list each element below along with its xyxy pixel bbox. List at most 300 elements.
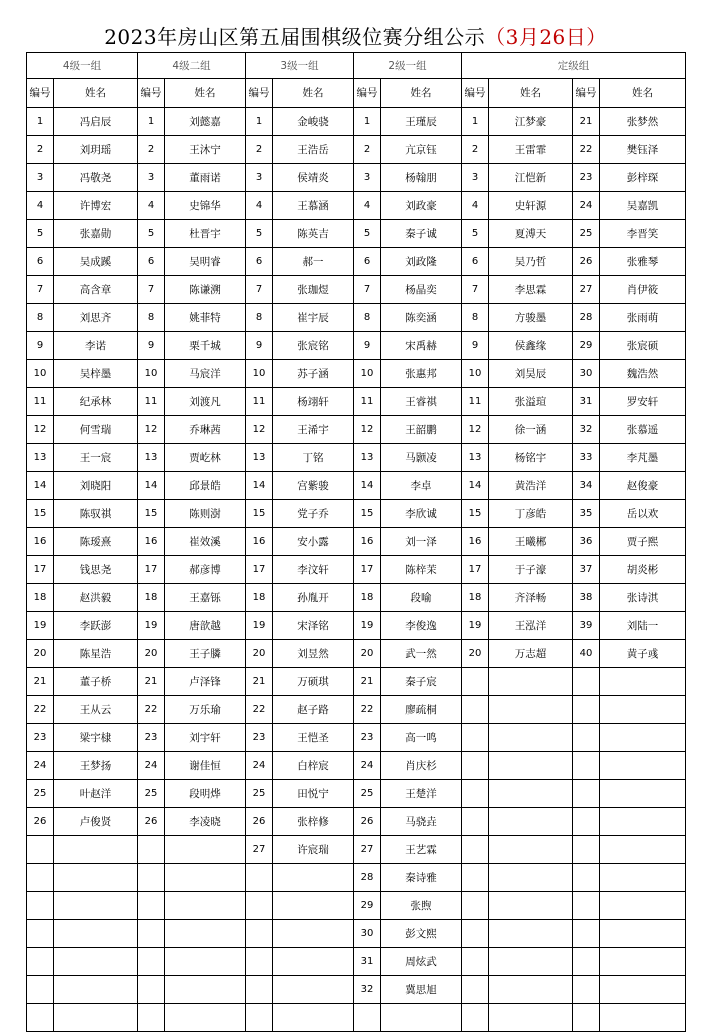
player-number [462,752,489,780]
player-number: 13 [462,444,489,472]
player-number: 16 [354,528,381,556]
table-row [27,612,686,640]
header-number: 编号 [573,79,600,108]
header-number: 编号 [462,79,489,108]
player-name: 李思霖 [489,276,573,304]
player-name: 秦诗雅 [381,864,462,892]
player-name: 马骁垚 [381,808,462,836]
player-number: 26 [573,248,600,276]
player-number: 4 [246,192,273,220]
table-row [27,276,686,304]
table-row [27,416,686,444]
player-number: 9 [462,332,489,360]
player-number: 2 [462,136,489,164]
player-number: 11 [354,388,381,416]
player-name [165,976,246,1004]
player-number: 6 [27,248,54,276]
player-number: 4 [27,192,54,220]
player-number: 25 [354,780,381,808]
player-number [27,976,54,1004]
player-name: 杨晶奕 [381,276,462,304]
player-number: 15 [354,500,381,528]
player-name: 杨铭宇 [489,444,573,472]
player-name: 王沐宁 [165,136,246,164]
player-number: 20 [462,640,489,668]
player-name [600,864,686,892]
player-number: 5 [138,220,165,248]
player-number [138,836,165,864]
header-name: 姓名 [600,79,686,108]
player-name: 陈则澍 [165,500,246,528]
player-name: 万志超 [489,640,573,668]
player-name [600,892,686,920]
player-number: 10 [354,360,381,388]
player-number [27,864,54,892]
player-number [573,780,600,808]
player-number: 5 [27,220,54,248]
player-name [600,780,686,808]
title-main: 2023年房山区第五届围棋级位赛分组公示 [104,25,486,49]
player-number [462,836,489,864]
table-row [27,304,686,332]
player-name: 王睿祺 [381,388,462,416]
player-number: 1 [246,108,273,136]
player-name: 丁铭 [273,444,354,472]
player-number: 18 [138,584,165,612]
player-name: 王梦扬 [54,752,138,780]
player-number: 27 [246,836,273,864]
player-number: 8 [27,304,54,332]
player-name: 高含章 [54,276,138,304]
table-row [27,724,686,752]
player-number: 26 [354,808,381,836]
player-name: 侯鑫缘 [489,332,573,360]
player-number: 13 [354,444,381,472]
player-name: 赵洪毅 [54,584,138,612]
player-name [165,864,246,892]
player-name: 刘政豪 [381,192,462,220]
player-number: 3 [462,164,489,192]
player-number: 3 [246,164,273,192]
player-name: 李凌晓 [165,808,246,836]
player-number: 5 [246,220,273,248]
player-number: 15 [462,500,489,528]
group-label: 4级一组 [27,53,138,79]
player-number [246,948,273,976]
player-name: 陈英吉 [273,220,354,248]
player-number: 17 [138,556,165,584]
player-name: 马宸洋 [165,360,246,388]
player-name: 陈瑷熹 [54,528,138,556]
group-table-body [27,53,686,1032]
player-number [462,892,489,920]
player-number: 13 [138,444,165,472]
player-name: 方骏墨 [489,304,573,332]
player-number: 2 [27,136,54,164]
player-number: 21 [246,668,273,696]
player-number [27,1004,54,1032]
player-number: 24 [573,192,600,220]
player-name: 岳以欢 [600,500,686,528]
player-number: 29 [573,332,600,360]
player-name: 王一宸 [54,444,138,472]
table-row [27,136,686,164]
player-number: 22 [246,696,273,724]
player-name: 胡炎彬 [600,556,686,584]
table-row [27,948,686,976]
table-row [27,780,686,808]
player-number [27,948,54,976]
player-number: 15 [246,500,273,528]
player-name: 周炫武 [381,948,462,976]
player-name: 万乐瑜 [165,696,246,724]
player-name: 张诗淇 [600,584,686,612]
player-number: 1 [138,108,165,136]
player-name: 何雪瑞 [54,416,138,444]
player-name: 杜晋宇 [165,220,246,248]
player-name: 高一鸣 [381,724,462,752]
player-number: 8 [354,304,381,332]
player-name: 邱景皓 [165,472,246,500]
player-name [489,724,573,752]
player-number: 3 [27,164,54,192]
player-name: 金峻骁 [273,108,354,136]
player-name: 马颢凌 [381,444,462,472]
player-name: 侯靖炎 [273,164,354,192]
player-number: 20 [246,640,273,668]
player-number [573,752,600,780]
player-number: 1 [462,108,489,136]
player-name [489,668,573,696]
player-name: 张宸铭 [273,332,354,360]
player-number: 24 [354,752,381,780]
player-name: 崔宇辰 [273,304,354,332]
player-name [273,976,354,1004]
player-number [462,1004,489,1032]
player-number [573,696,600,724]
player-name: 廖疏桐 [381,696,462,724]
player-name [54,892,138,920]
player-name: 王浩岳 [273,136,354,164]
player-number: 31 [354,948,381,976]
player-name: 王子膦 [165,640,246,668]
player-name [600,1004,686,1032]
player-name: 纪承林 [54,388,138,416]
player-number: 14 [462,472,489,500]
player-name [489,864,573,892]
player-name: 刘昊辰 [489,360,573,388]
player-number: 23 [138,724,165,752]
table-row [27,640,686,668]
player-number: 19 [138,612,165,640]
player-name: 肖伊筱 [600,276,686,304]
player-number: 23 [354,724,381,752]
player-number [573,836,600,864]
player-name: 冯敬尧 [54,164,138,192]
player-name: 梁宇棣 [54,724,138,752]
table-row [27,836,686,864]
player-name: 王恺圣 [273,724,354,752]
player-name [489,836,573,864]
table-row [27,556,686,584]
player-name: 夏溥天 [489,220,573,248]
player-number: 25 [27,780,54,808]
player-name [489,976,573,1004]
player-name: 吴乃哲 [489,248,573,276]
player-number: 10 [138,360,165,388]
player-number [462,948,489,976]
player-number: 28 [354,864,381,892]
player-name: 张宸硕 [600,332,686,360]
player-number: 18 [354,584,381,612]
column-header-row [27,79,686,108]
player-name: 王浠宇 [273,416,354,444]
player-number: 22 [27,696,54,724]
player-number: 13 [27,444,54,472]
page-title [26,22,685,53]
player-name: 黄子彧 [600,640,686,668]
player-number: 30 [573,360,600,388]
table-row [27,108,686,136]
player-number [573,976,600,1004]
player-name: 陈星浩 [54,640,138,668]
title-date: （3月26日） [485,25,607,49]
player-number: 6 [246,248,273,276]
player-name [54,920,138,948]
player-number [27,920,54,948]
player-number: 1 [354,108,381,136]
table-row [27,584,686,612]
player-number: 22 [354,696,381,724]
player-number: 5 [462,220,489,248]
player-number: 21 [354,668,381,696]
player-name: 冯启辰 [54,108,138,136]
player-name [165,1004,246,1032]
table-row [27,500,686,528]
player-name: 李晋笑 [600,220,686,248]
player-number: 19 [27,612,54,640]
player-name: 张煦 [381,892,462,920]
group-label: 2级一组 [354,53,462,79]
table-row [27,332,686,360]
table-row [27,892,686,920]
player-name: 陈奕涵 [381,304,462,332]
player-number: 9 [27,332,54,360]
player-number [246,892,273,920]
player-name: 李卓 [381,472,462,500]
player-number [462,696,489,724]
player-name: 王韶鹏 [381,416,462,444]
player-name: 王泓洋 [489,612,573,640]
header-number: 编号 [27,79,54,108]
player-name [273,1004,354,1032]
table-row [27,528,686,556]
table-row [27,220,686,248]
player-number [462,920,489,948]
player-number: 10 [462,360,489,388]
player-name: 王嘉铄 [165,584,246,612]
player-number [246,920,273,948]
player-number: 6 [354,248,381,276]
player-number [573,668,600,696]
player-name: 黄浩洋 [489,472,573,500]
header-name: 姓名 [489,79,573,108]
player-number: 19 [354,612,381,640]
player-name: 张雨萌 [600,304,686,332]
player-number: 4 [138,192,165,220]
player-name: 丁彦皓 [489,500,573,528]
player-number: 25 [246,780,273,808]
player-number: 2 [138,136,165,164]
table-row [27,248,686,276]
player-number [573,920,600,948]
player-name [273,864,354,892]
player-number: 8 [138,304,165,332]
player-name [600,920,686,948]
player-number: 10 [27,360,54,388]
player-name [600,948,686,976]
player-name [489,920,573,948]
player-number [138,1004,165,1032]
player-name: 肖庆杉 [381,752,462,780]
table-row [27,472,686,500]
player-name: 崔效溪 [165,528,246,556]
player-name: 张梓修 [273,808,354,836]
player-name: 吴嘉凯 [600,192,686,220]
player-name: 刘渡凡 [165,388,246,416]
player-number: 31 [573,388,600,416]
player-number [138,976,165,1004]
player-number: 15 [138,500,165,528]
player-name [489,780,573,808]
player-number: 12 [27,416,54,444]
header-name: 姓名 [381,79,462,108]
player-name: 罗安轩 [600,388,686,416]
player-number: 22 [573,136,600,164]
player-number: 24 [138,752,165,780]
player-name: 张珈煜 [273,276,354,304]
player-number: 11 [27,388,54,416]
player-number: 7 [138,276,165,304]
player-name [600,724,686,752]
player-name: 杨翰朋 [381,164,462,192]
header-number: 编号 [138,79,165,108]
player-name: 卢俊贤 [54,808,138,836]
player-name: 董子桥 [54,668,138,696]
player-name [165,920,246,948]
player-name: 王艺霖 [381,836,462,864]
player-number: 7 [246,276,273,304]
player-name [489,808,573,836]
player-number: 32 [573,416,600,444]
player-name [600,976,686,1004]
player-number: 9 [246,332,273,360]
player-number: 39 [573,612,600,640]
player-number [138,948,165,976]
player-name: 段喻 [381,584,462,612]
player-number: 26 [246,808,273,836]
player-name: 许宸瑞 [273,836,354,864]
player-name: 刘晓阳 [54,472,138,500]
header-number: 编号 [246,79,273,108]
player-number: 12 [462,416,489,444]
player-name: 苏子涵 [273,360,354,388]
player-name: 亢京钰 [381,136,462,164]
player-name: 万硕琪 [273,668,354,696]
player-number: 35 [573,500,600,528]
player-name: 孙胤开 [273,584,354,612]
player-number: 22 [138,696,165,724]
player-name: 李汶轩 [273,556,354,584]
player-name: 张嘉勋 [54,220,138,248]
player-number: 37 [573,556,600,584]
player-name: 杨翊轩 [273,388,354,416]
header-number: 编号 [354,79,381,108]
player-number [573,892,600,920]
player-number: 15 [27,500,54,528]
player-name [54,836,138,864]
player-name [273,920,354,948]
player-number: 6 [462,248,489,276]
player-name: 谢佳恒 [165,752,246,780]
player-number [573,864,600,892]
player-name: 唐歆越 [165,612,246,640]
player-name: 刘政隆 [381,248,462,276]
player-number: 38 [573,584,600,612]
player-name: 刘玥瑶 [54,136,138,164]
player-number [462,976,489,1004]
player-name [600,696,686,724]
player-number: 20 [354,640,381,668]
player-name: 姚菲特 [165,304,246,332]
player-name: 吴梓墨 [54,360,138,388]
table-row [27,164,686,192]
player-name: 魏浩然 [600,360,686,388]
player-name: 贾子熙 [600,528,686,556]
player-name: 张慕遥 [600,416,686,444]
player-number: 36 [573,528,600,556]
player-number: 19 [462,612,489,640]
player-name: 李跃澎 [54,612,138,640]
player-number: 40 [573,640,600,668]
player-number: 17 [27,556,54,584]
player-number: 9 [138,332,165,360]
player-name: 史锦华 [165,192,246,220]
player-name: 齐泽畅 [489,584,573,612]
player-number [462,808,489,836]
player-name: 赵俊豪 [600,472,686,500]
player-number: 4 [354,192,381,220]
player-number [573,948,600,976]
player-number [462,668,489,696]
player-number: 25 [138,780,165,808]
player-number [246,1004,273,1032]
player-number: 24 [27,752,54,780]
player-number: 33 [573,444,600,472]
player-number: 21 [138,668,165,696]
player-name [54,864,138,892]
player-name: 刘昱然 [273,640,354,668]
player-name: 刘思齐 [54,304,138,332]
player-number: 14 [138,472,165,500]
table-row [27,444,686,472]
group-label: 4级二组 [138,53,246,79]
player-number: 16 [27,528,54,556]
player-number: 14 [27,472,54,500]
player-number: 12 [138,416,165,444]
player-name: 王曦郴 [489,528,573,556]
player-name: 安小露 [273,528,354,556]
